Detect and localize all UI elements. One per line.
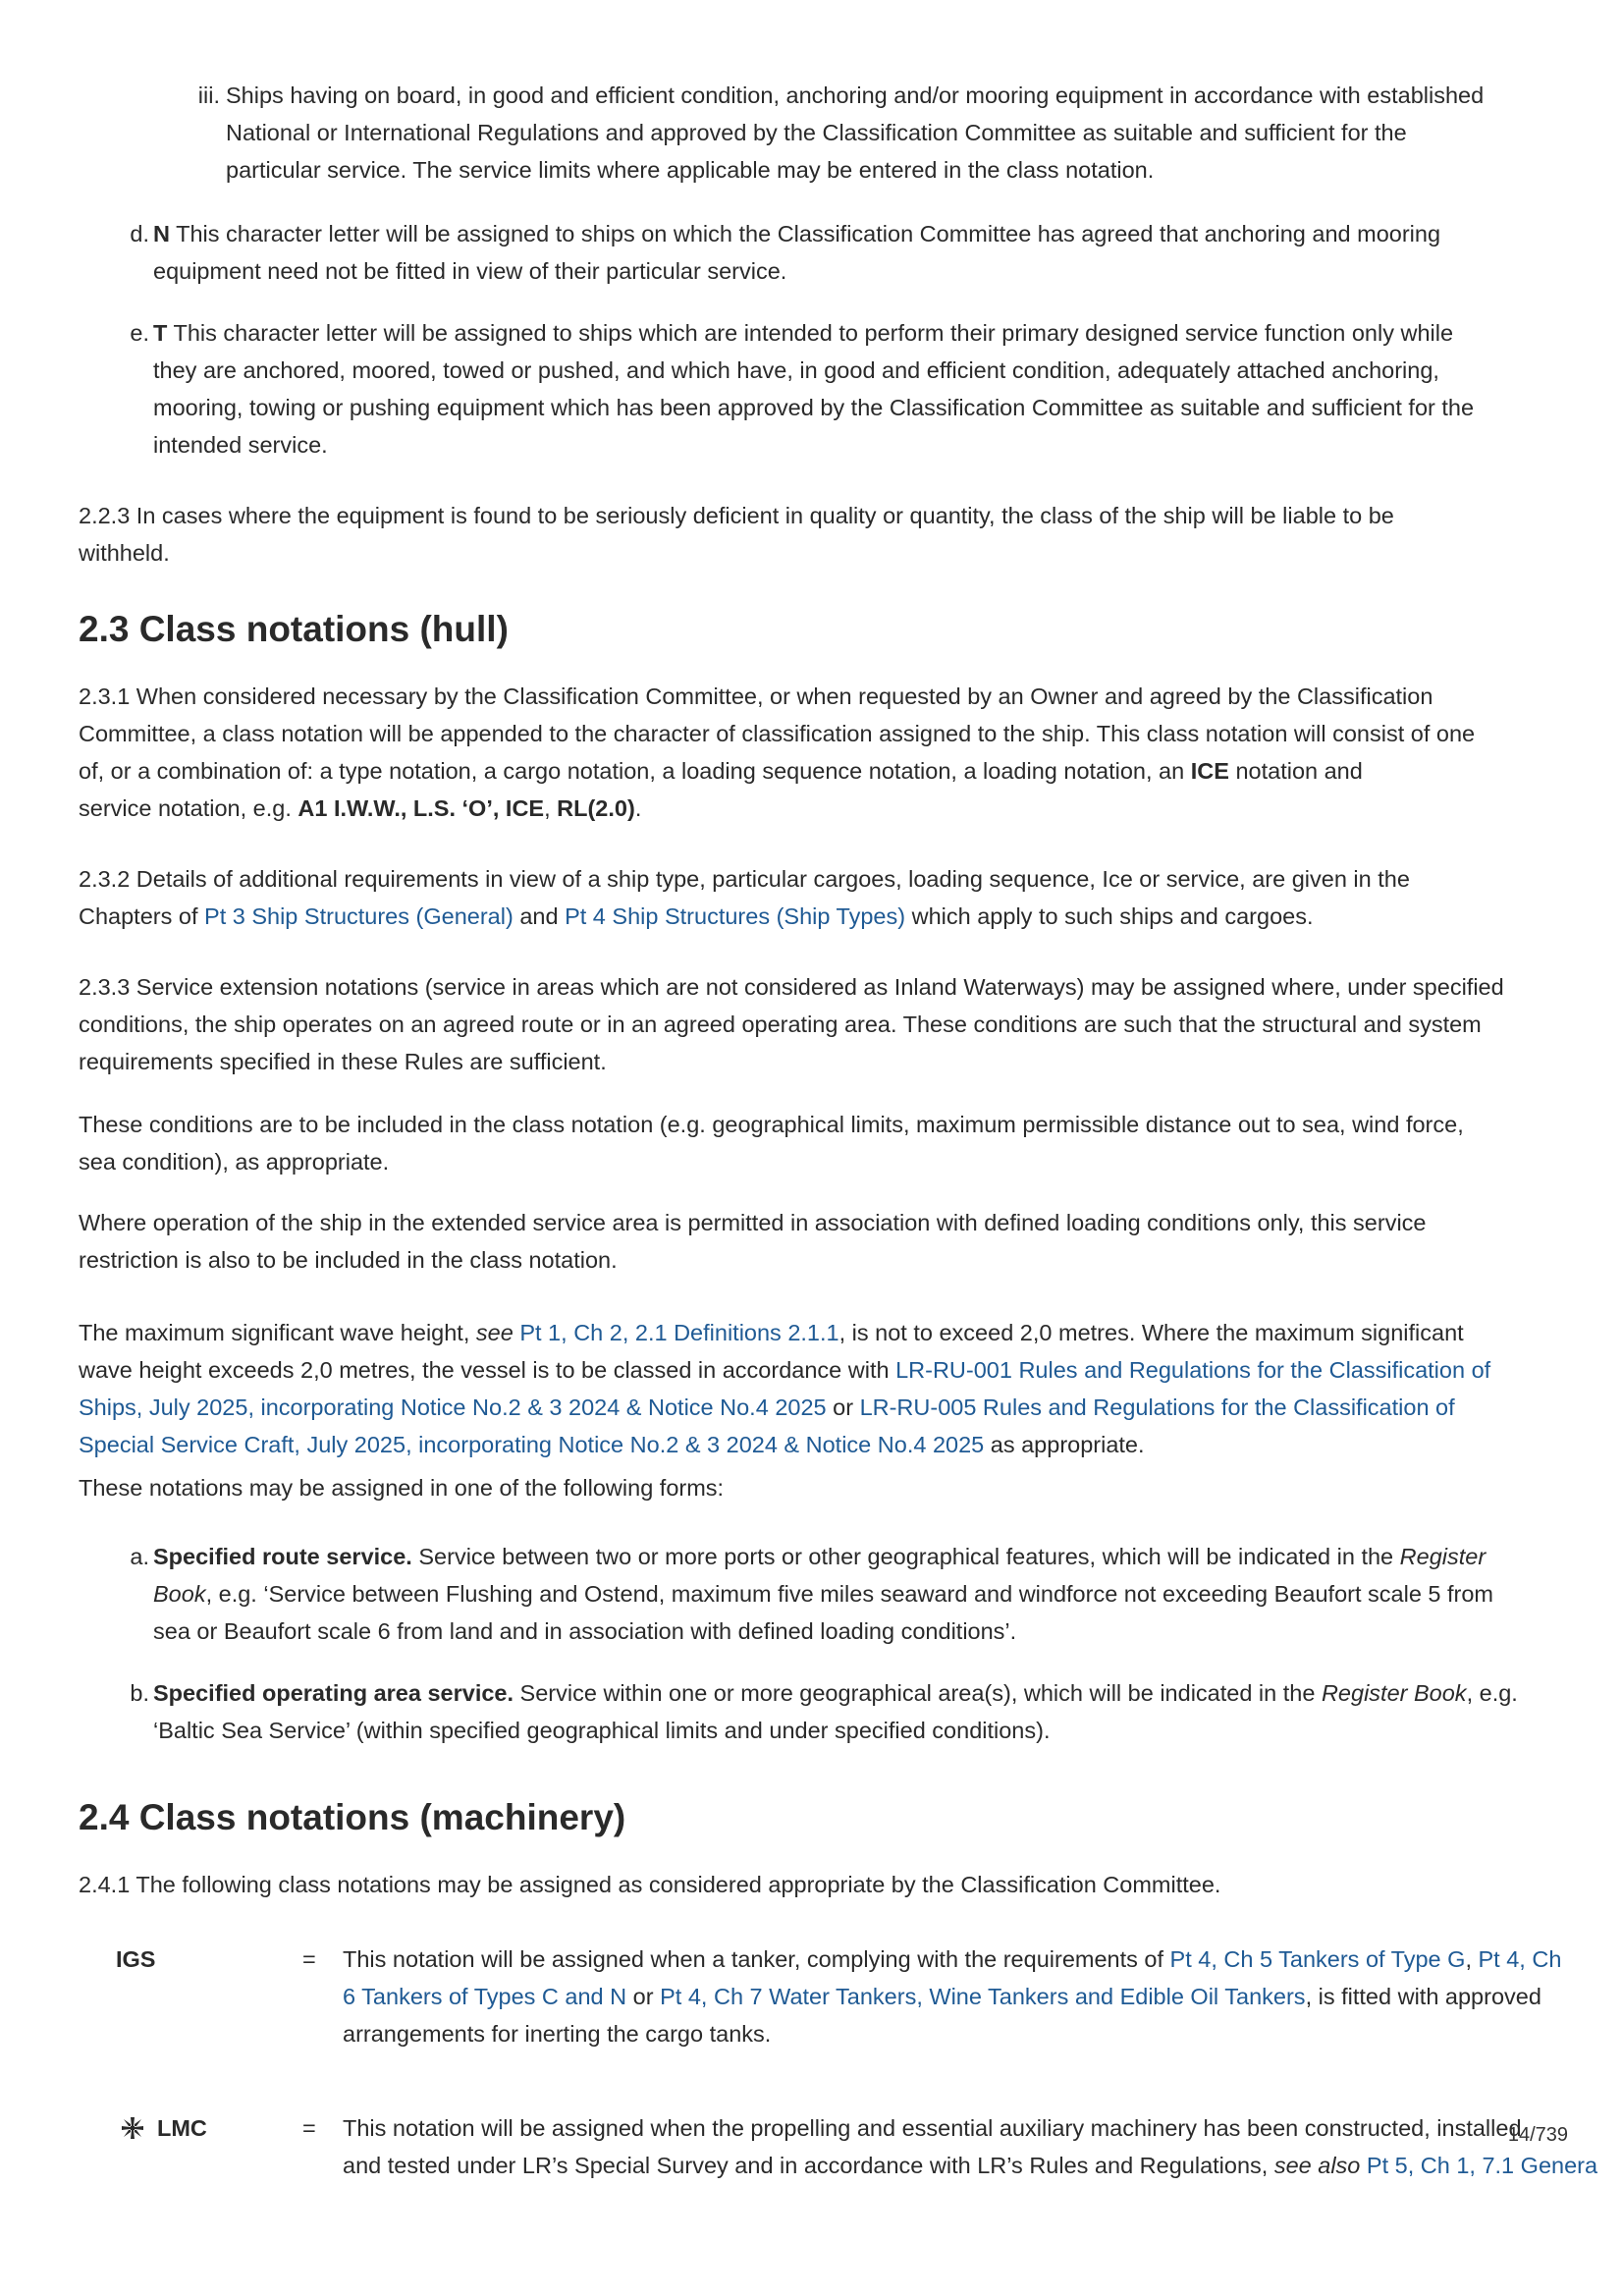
list-marker: iii. [197, 82, 220, 108]
paragraph-2-3-3 [79, 968, 1551, 1080]
see-reference: see [475, 1320, 514, 1345]
paragraph-line: These conditions are to be included in the class notation (e.g. geographical limits, maximum permissible distance out to sea, wind force, [79, 1112, 1464, 1137]
register-book-text: Register Book [1321, 1680, 1467, 1706]
paragraph-line: Committee, a class notation will be appended to the character of classification assigned to the ship. This class notation will consist of one [79, 721, 1476, 746]
link-lr-ru-001[interactable]: LR-RU-001 Rules and Regulations for the Classification of [895, 1357, 1491, 1383]
list-item-e [130, 314, 1622, 464]
ice-notation: ICE [1190, 758, 1229, 784]
register-book-text: Book [153, 1581, 206, 1607]
link-lr-ru-005-cont[interactable]: Special Service Craft, July 2025, incorporating Notice No.2 & 3 2024 & Notice No.4 2025 [79, 1432, 985, 1457]
notation-code: IGS [116, 1946, 156, 1972]
paragraph-wave-height [79, 1314, 1551, 1463]
paragraph-text: of, or a combination of: a type notation, a cargo notation, a loading sequence notation, a loading notation, an [79, 758, 1191, 784]
link-pt4-ch6-tankers-c-n[interactable]: 6 Tankers of Types C and N [343, 1984, 627, 2009]
paragraph-line: conditions, the ship operates on an agreed route or in an agreed operating area. These conditions are such that the structural and system [79, 1011, 1482, 1037]
list-text-line: particular service. The service limits where applicable may be entered in the class notation. [226, 157, 1155, 183]
link-pt4-ch6[interactable]: Pt 4, Ch [1478, 1946, 1562, 1972]
notation-row-igs [116, 1941, 1622, 2058]
list-text: This character letter will be assigned to ships on which the Classification Committee has agreed that anchoring and mooring [169, 221, 1441, 246]
list-marker: b. [130, 1680, 149, 1706]
list-text: Service within one or more geographical area(s), which will be indicated in the [514, 1680, 1322, 1706]
paragraph-text: which apply to such ships and cargoes. [905, 903, 1314, 929]
example-notation: A1 I.W.W., L.S. ‘O’, ICE [297, 795, 545, 821]
paragraph-text: . [634, 795, 642, 821]
list-text: This character letter will be assigned to ships which are intended to perform their primary designed service function only while [167, 320, 1454, 346]
list-item-b [130, 1674, 1622, 1749]
paragraph-line: 2.3.2 Details of additional requirements in view of a ship type, particular cargoes, loading sequence, Ice or service, are given in the [79, 866, 1410, 892]
paragraph-text: and [513, 903, 566, 929]
paragraph-line: 2.3.1 When considered necessary by the Classification Committee, or when requested by an Owner and agreed by the Classification [79, 683, 1433, 709]
description-line: arrangements for inerting the cargo tanks. [343, 2021, 772, 2047]
example-notation-rl: RL(2.0) [557, 795, 635, 821]
description-text: This notation will be assigned when a tanker, complying with the requirements of [343, 1946, 1170, 1972]
list-item-d [130, 215, 1622, 290]
paragraph-text: or [826, 1394, 860, 1420]
paragraph-text: notation and [1228, 758, 1363, 784]
link-pt4-ch5-tankers-type-g[interactable]: Pt 4, Ch 5 Tankers of Type G [1169, 1946, 1466, 1972]
paragraph-2-2-3 [79, 497, 1551, 572]
see-also-reference: see also [1273, 2153, 1361, 2178]
section-heading-2-3: 2.3 Class notations (hull) [79, 609, 509, 649]
list-text: , e.g. [1466, 1680, 1518, 1706]
paragraph-line: restriction is also to be included in the class notation. [79, 1247, 618, 1273]
register-book-text: Register [1399, 1544, 1487, 1569]
list-item-iii [197, 77, 1620, 189]
character-letter-n: N [153, 221, 170, 246]
paragraph-line: requirements specified in these Rules are sufficient. [79, 1049, 607, 1074]
link-pt4-ch7-water-tankers[interactable]: Pt 4, Ch 7 Water Tankers, Wine Tankers and Edible Oil Tankers [660, 1984, 1306, 2009]
list-text-line: ‘Baltic Sea Service’ (within specified geographical limits and under specified conditions). [153, 1718, 1051, 1743]
list-text: , e.g. ‘Service between Flushing and Ostend, maximum five miles seaward and windforce not exceeding Beaufort scale 5 from [205, 1581, 1494, 1607]
character-letter-t: T [153, 320, 168, 346]
paragraph-line: withheld. [79, 540, 170, 566]
notation-row-lmc [116, 2109, 1622, 2188]
link-lr-ru-005[interactable]: LR-RU-005 Rules and Regulations for the Classification of [859, 1394, 1455, 1420]
link-pt5-ch1-general[interactable]: Pt 5, Ch 1, 7.1 Genera [1366, 2153, 1598, 2178]
equals-sign: = [302, 1946, 316, 1972]
section-heading-2-4: 2.4 Class notations (machinery) [79, 1797, 626, 1837]
paragraph-line: These notations may be assigned in one of the following forms: [79, 1475, 725, 1501]
paragraph-2-3-1 [79, 678, 1551, 827]
list-text-line: intended service. [153, 432, 328, 458]
description-text: , is fitted with approved [1305, 1984, 1541, 2009]
notation-code: LMC [157, 2115, 207, 2141]
form-title: Specified route service. [153, 1544, 412, 1569]
list-text-line: mooring, towing or pushing equipment which has been approved by the Classification Committee as suitable and sufficient for the [153, 395, 1475, 420]
paragraph-text: wave height exceeds 2,0 metres, the vessel is to be classed in accordance with [79, 1357, 896, 1383]
paragraph-2-4-1 [79, 1866, 1551, 1903]
paragraph-line: 2.4.1 The following class notations may be assigned as considered appropriate by the Classification Committee. [79, 1872, 1221, 1897]
list-marker: e. [130, 320, 149, 346]
link-pt3-ship-structures-general[interactable]: Pt 3 Ship Structures (General) [204, 903, 514, 929]
paragraph-text: as appropriate. [984, 1432, 1145, 1457]
separator-text: , [1465, 1946, 1479, 1972]
list-text-line: they are anchored, moored, towed or pushed, and which have, in good and efficient condition, adequately attached anchoring, [153, 357, 1439, 383]
paragraph-line: sea condition), as appropriate. [79, 1149, 390, 1175]
list-text-line: National or International Regulations and approved by the Classification Committee as suitable and sufficient for the [226, 120, 1407, 145]
list-marker: a. [130, 1544, 149, 1569]
paragraph-2-3-2 [79, 860, 1551, 935]
paragraph-text: service notation, e.g. [79, 795, 298, 821]
maltese-cross-icon [122, 2117, 143, 2139]
page-number: 14/739 [1507, 2124, 1568, 2146]
list-text-line: sea or Beaufort scale 6 from land and in association with defined loading conditions’. [153, 1618, 1017, 1644]
paragraph-line: 2.2.3 In cases where the equipment is found to be seriously deficient in quality or quantity, the class of the ship will be liable to be [79, 503, 1394, 528]
paragraph-text: The maximum significant wave height, [79, 1320, 476, 1345]
description-line: This notation will be assigned when the propelling and essential auxiliary machinery has been constructed, installed [343, 2115, 1522, 2141]
equals-sign: = [302, 2115, 316, 2141]
link-pt1-ch2-definitions[interactable]: Pt 1, Ch 2, 2.1 Definitions 2.1.1 [519, 1320, 839, 1345]
description-text: or [626, 1984, 661, 2009]
separator-text: , [544, 795, 558, 821]
list-text-line: equipment need not be fitted in view of their particular service. [153, 258, 787, 284]
paragraph-conditions [79, 1106, 1551, 1180]
form-title: Specified operating area service. [153, 1680, 514, 1706]
list-marker: d. [130, 221, 149, 246]
paragraph-text: Chapters of [79, 903, 205, 929]
description-text: and tested under LR’s Special Survey and in accordance with LR’s Rules and Regulations, [343, 2153, 1274, 2178]
notation-description [343, 2109, 1622, 2184]
link-lr-ru-001-cont[interactable]: Ships, July 2025, incorporating Notice No.2 & 3 2024 & Notice No.4 2025 [79, 1394, 827, 1420]
paragraph-line: 2.3.3 Service extension notations (service in areas which are not considered as Inland Waterways) may be assigned where, under specified [79, 974, 1504, 1000]
paragraph-extended-service [79, 1204, 1551, 1279]
notation-code-lmc [122, 2109, 207, 2147]
notation-description [343, 1941, 1622, 2052]
list-text-line: Ships having on board, in good and efficient condition, anchoring and/or mooring equipment in accordance with established [226, 82, 1485, 108]
list-item-a [130, 1538, 1622, 1650]
list-text: Service between two or more ports or other geographical features, which will be indicated in the [411, 1544, 1400, 1569]
paragraph-line: Where operation of the ship in the extended service area is permitted in association with defined loading conditions only, this service [79, 1210, 1427, 1235]
paragraph-forms [79, 1469, 1551, 1506]
link-pt4-ship-structures-ship-types[interactable]: Pt 4 Ship Structures (Ship Types) [565, 903, 906, 929]
paragraph-text: , is not to exceed 2,0 metres. Where the maximum significant [838, 1320, 1464, 1345]
